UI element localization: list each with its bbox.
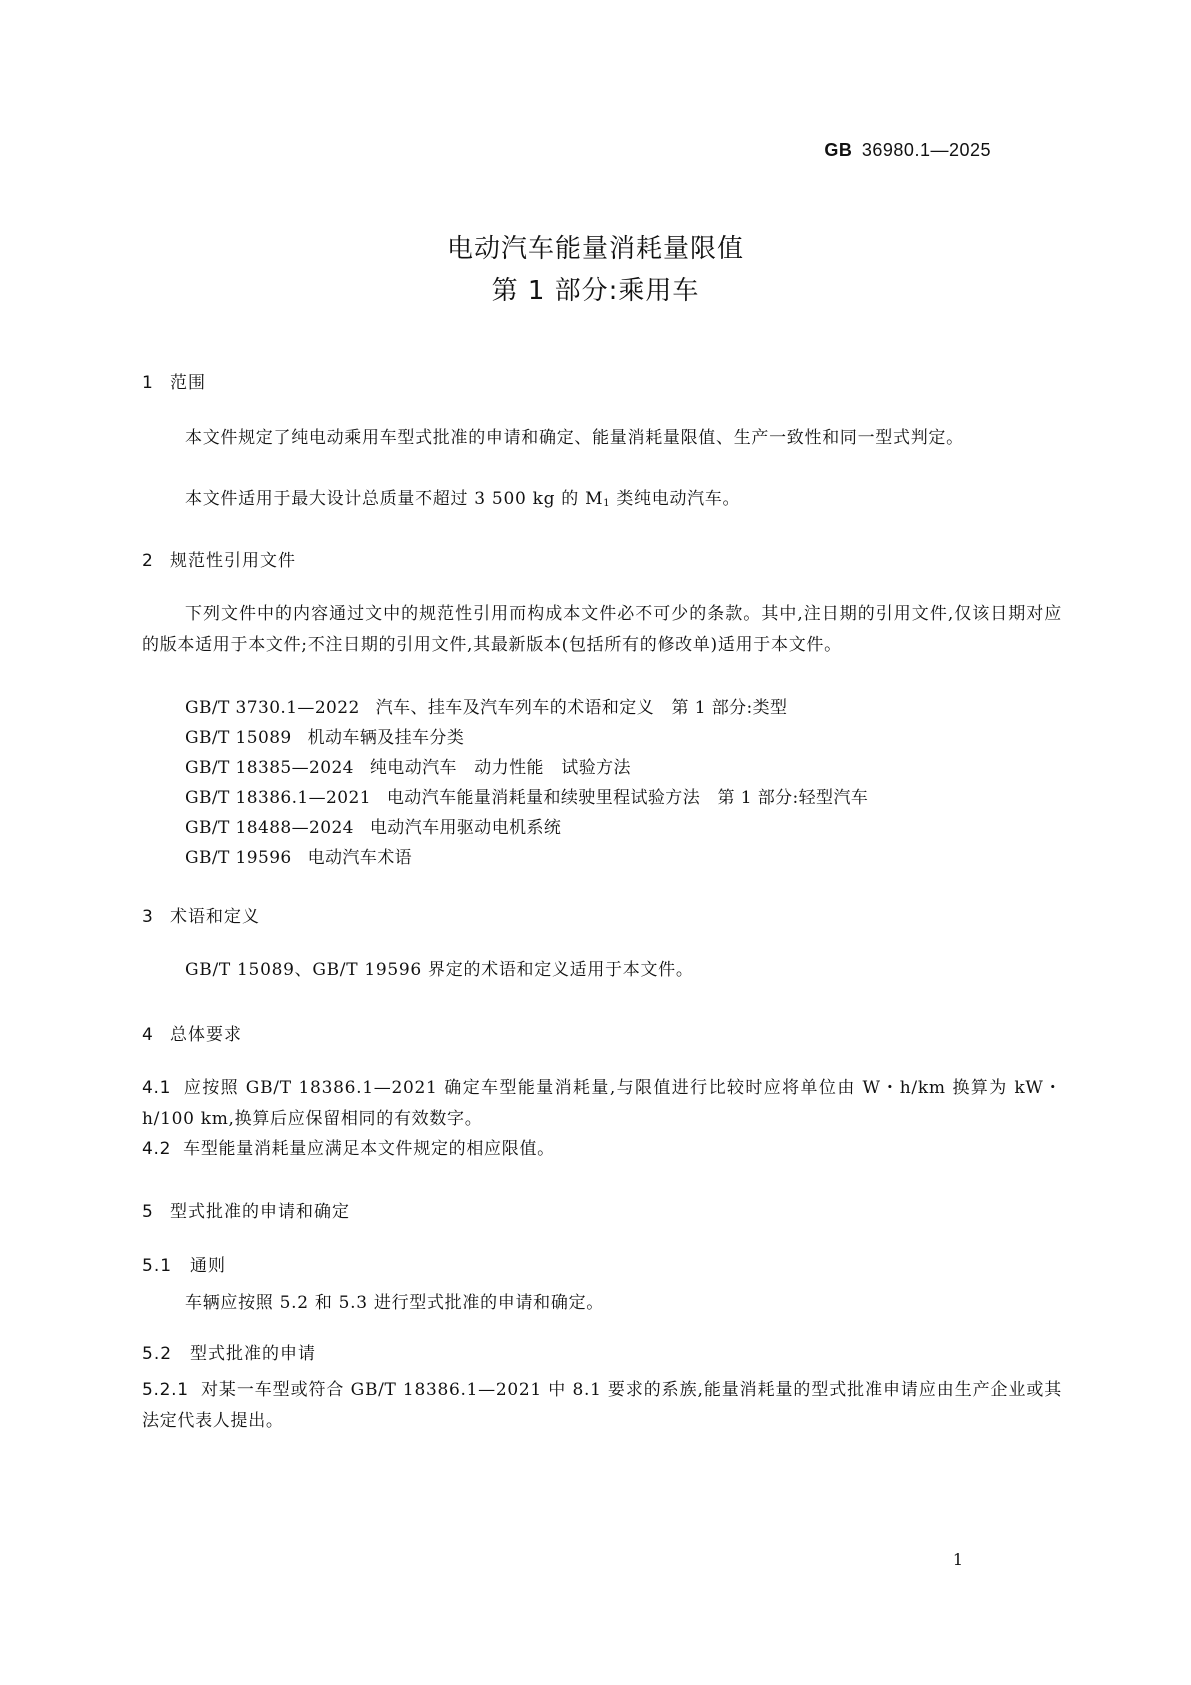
standard-prefix: GB bbox=[824, 140, 853, 160]
section-number: 1 bbox=[142, 373, 154, 393]
reference-title: 电动汽车能量消耗量和续驶里程试验方法 第 1 部分:轻型汽车 bbox=[386, 788, 869, 808]
reference-title: 电动汽车术语 bbox=[307, 848, 413, 868]
clause-number: 5.2.1 bbox=[142, 1380, 189, 1400]
section-number: 4 bbox=[142, 1025, 154, 1045]
clause-number: 4.2 bbox=[142, 1139, 172, 1159]
section-title: 范围 bbox=[170, 373, 206, 393]
reference-item bbox=[185, 753, 631, 778]
reference-item bbox=[185, 693, 787, 718]
reference-code: GB/T 18488—2024 bbox=[185, 818, 354, 838]
reference-code: GB/T 18385—2024 bbox=[185, 758, 354, 778]
reference-title: 机动车辆及挂车分类 bbox=[307, 728, 465, 748]
clause-4-1 bbox=[142, 1073, 1062, 1135]
scope-text: 本文件适用于最大设计总质量不超过 3 500 kg 的 M bbox=[185, 489, 604, 509]
reference-title: 汽车、挂车及汽车列车的术语和定义 第 1 部分:类型 bbox=[375, 698, 788, 718]
general-paragraph: 车辆应按照 5.2 和 5.3 进行型式批准的申请和确定。 bbox=[185, 1293, 604, 1313]
document-title: 电动汽车能量消耗量限值 bbox=[446, 234, 744, 264]
reference-title: 电动汽车用驱动电机系统 bbox=[369, 818, 562, 838]
reference-item bbox=[185, 783, 868, 808]
scope-paragraph-2 bbox=[142, 484, 1062, 519]
document-subtitle: 第 1 部分:乘用车 bbox=[491, 276, 700, 306]
clause-5-2-1 bbox=[142, 1375, 1062, 1437]
section-1-heading bbox=[142, 368, 206, 393]
section-title: 型式批准的申请和确定 bbox=[170, 1202, 350, 1222]
section-title: 总体要求 bbox=[170, 1025, 242, 1045]
subsection-number: 5.2 bbox=[142, 1344, 173, 1364]
section-5-heading bbox=[142, 1197, 350, 1222]
reference-item bbox=[185, 723, 464, 748]
clause-text: 应按照 GB/T 18386.1—2021 确定车型能量消耗量,与限值进行比较时应将单位由 W・h/km 换算为 kW・h/100 km,换算后应保留相同的有效数字。 bbox=[142, 1078, 1062, 1129]
section-title: 术语和定义 bbox=[170, 907, 260, 927]
page-number: 1 bbox=[952, 1550, 963, 1569]
subsection-5-1-heading bbox=[142, 1251, 226, 1276]
section-4-heading bbox=[142, 1020, 242, 1045]
normative-references-intro: 下列文件中的内容通过文中的规范性引用而构成本文件必不可少的条款。其中,注日期的引用文件,仅该日期对应的版本适用于本文件;不注日期的引用文件,其最新版本(包括所有的修改单)适用于本文件。 bbox=[142, 604, 1062, 655]
section-number: 5 bbox=[142, 1202, 154, 1222]
subsection-5-2-heading bbox=[142, 1339, 316, 1364]
section-title: 规范性引用文件 bbox=[170, 551, 296, 571]
reference-item bbox=[185, 843, 412, 868]
reference-title: 纯电动汽车 动力性能 试验方法 bbox=[369, 758, 631, 778]
clause-number: 4.1 bbox=[142, 1078, 172, 1098]
terms-paragraph: GB/T 15089、GB/T 19596 界定的术语和定义适用于本文件。 bbox=[185, 960, 694, 980]
standard-code: 36980.1—2025 bbox=[861, 140, 991, 160]
section-3-heading bbox=[142, 902, 260, 927]
standard-number bbox=[824, 140, 991, 161]
subsection-title: 型式批准的申请 bbox=[190, 1344, 316, 1364]
clause-text: 对某一车型或符合 GB/T 18386.1—2021 中 8.1 要求的系族,能量消耗量的型式批准申请应由生产企业或其法定代表人提出。 bbox=[142, 1380, 1062, 1431]
reference-code: GB/T 19596 bbox=[185, 848, 292, 868]
subscript: 1 bbox=[603, 498, 611, 509]
clause-4-2 bbox=[142, 1134, 1062, 1165]
scope-text-end: 类纯电动汽车。 bbox=[610, 489, 741, 509]
scope-paragraph-1: 本文件规定了纯电动乘用车型式批准的申请和确定、能量消耗量限值、生产一致性和同一型式判定。 bbox=[185, 428, 964, 448]
clause-text: 车型能量消耗量应满足本文件规定的相应限值。 bbox=[183, 1139, 555, 1159]
subsection-title: 通则 bbox=[190, 1256, 226, 1276]
subsection-number: 5.1 bbox=[142, 1256, 173, 1276]
reference-code: GB/T 15089 bbox=[185, 728, 292, 748]
reference-item bbox=[185, 813, 561, 838]
reference-code: GB/T 3730.1—2022 bbox=[185, 698, 360, 718]
section-number: 3 bbox=[142, 907, 154, 927]
reference-code: GB/T 18386.1—2021 bbox=[185, 788, 371, 808]
section-2-heading bbox=[142, 546, 296, 571]
section-number: 2 bbox=[142, 551, 154, 571]
